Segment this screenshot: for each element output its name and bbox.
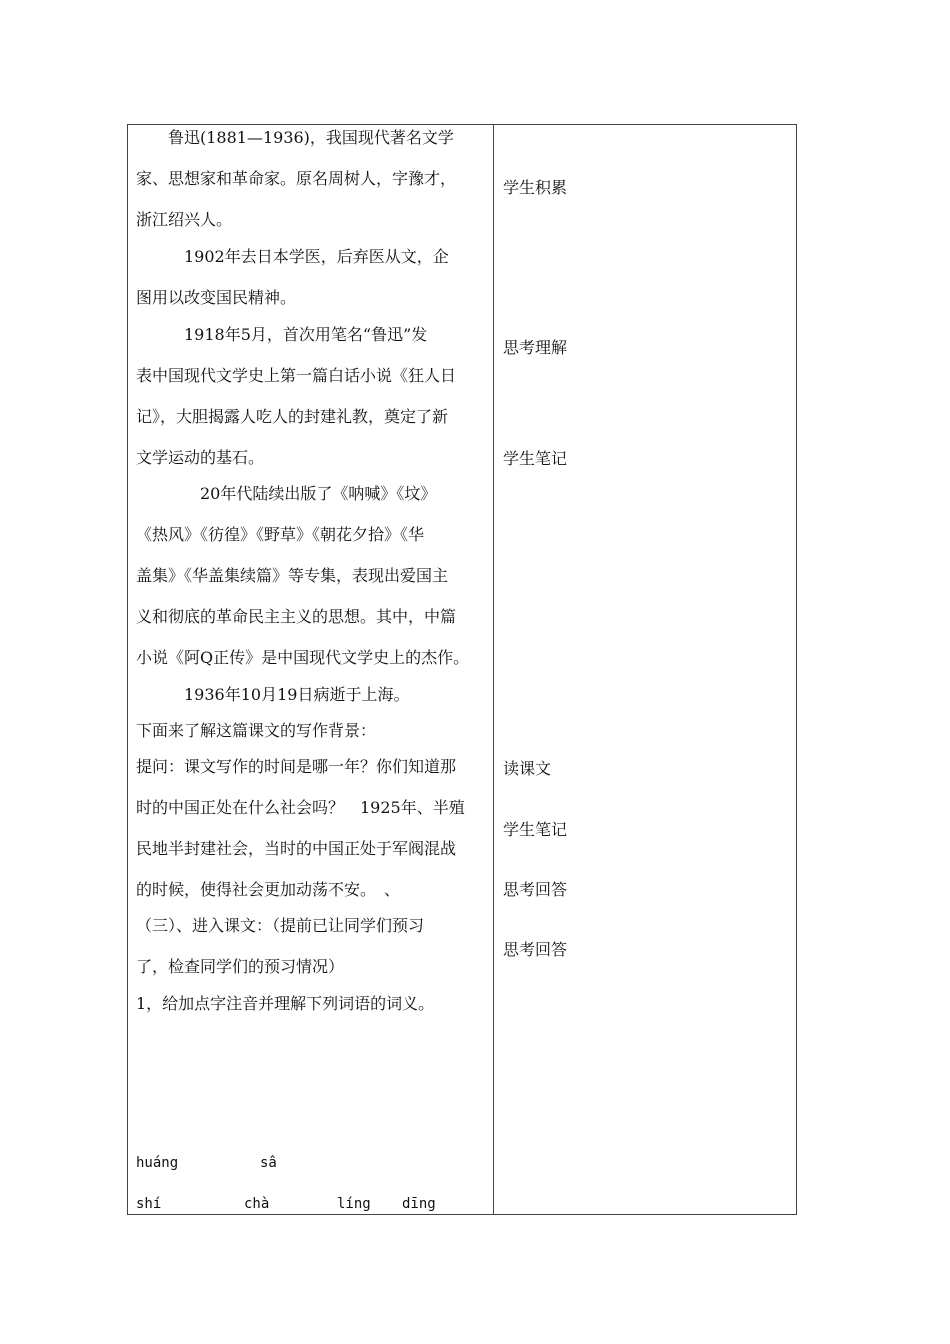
side-note: 思考理解 (503, 338, 568, 357)
pinyin-label: sâ (260, 1155, 277, 1171)
text-line: 鲁迅(1881—1936)，我国现代著名文学 (136, 128, 454, 147)
side-note: 思考回答 (503, 880, 568, 899)
text-line: 家、思想家和革命家。原名周树人，字豫才， (136, 169, 457, 188)
text-line: 提问：课文写作的时间是哪一年？你们知道那 (136, 757, 457, 776)
side-note: 读课文 (503, 759, 552, 778)
text-line: 1902年去日本学医，后弃医从文，企 (136, 247, 449, 266)
text-line: 1936年10月19日病逝于上海。 (136, 685, 410, 704)
pinyin-label: dīng (402, 1196, 436, 1212)
pinyin-label: líng (337, 1196, 371, 1212)
text-line: 下面来了解这篇课文的写作背景： (136, 721, 377, 740)
text-line: 文学运动的基石。 (136, 448, 265, 467)
text-line: 盖集》《华盖集续篇》等专集，表现出爱国主 (136, 566, 449, 585)
text-line: 的时候，使得社会更加动荡不安。 、 (136, 880, 401, 899)
text-line: 浙江绍兴人。 (136, 210, 233, 229)
side-note: 思考回答 (503, 940, 568, 959)
text-line: （三）、进入课文：（提前已让同学们预习 (136, 916, 425, 935)
side-note: 学生笔记 (503, 820, 568, 839)
text-line: 了，检查同学们的预习情况） (136, 957, 345, 976)
pinyin-label: chà (244, 1196, 270, 1212)
column-divider (493, 124, 494, 1215)
text-line: 民地半封建社会，当时的中国正处于军阀混战 (136, 839, 457, 858)
text-line: 时的中国正处在什么社会吗？ 1925年、半殖 (136, 798, 465, 817)
side-note: 学生积累 (503, 178, 568, 197)
text-line: 义和彻底的革命民主主义的思想。其中，中篇 (136, 607, 457, 626)
side-note: 学生笔记 (503, 449, 568, 468)
text-line: 1918年5月，首次用笔名“鲁迅”发 (136, 325, 428, 344)
pinyin-label: huáng (136, 1155, 179, 1171)
text-line: 20年代陆续出版了《呐喊》《坟》 (136, 484, 437, 503)
pinyin-label: shí (136, 1196, 162, 1212)
text-line: 表中国现代文学史上第一篇白话小说《狂人日 (136, 366, 457, 385)
text-line: 1，给加点字注音并理解下列词语的词义。 (136, 994, 435, 1013)
text-line: 记》，大胆揭露人吃人的封建礼教，奠定了新 (136, 407, 449, 426)
text-line: 《热风》《彷徨》《野草》《朝花夕拾》《华 (136, 525, 425, 544)
text-line: 图用以改变国民精神。 (136, 288, 297, 307)
text-line: 小说《阿Q正传》是中国现代文学史上的杰作。 (136, 648, 470, 667)
